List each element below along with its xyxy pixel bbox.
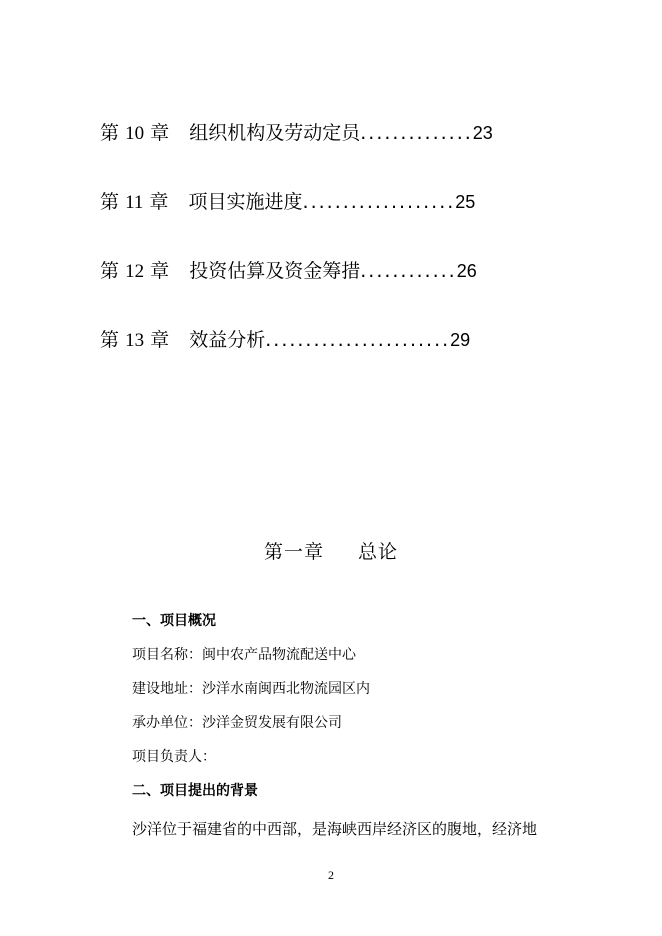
toc-suffix: 章 bbox=[150, 329, 170, 351]
background-paragraph: 沙洋位于福建省的中西部，是海峡西岸经济区的腹地，经济地 bbox=[132, 820, 538, 838]
toc-dots: ............ bbox=[360, 260, 457, 282]
page-number: 2 bbox=[328, 868, 334, 882]
toc-title: 投资估算及资金筹措 bbox=[189, 260, 361, 282]
toc-chapter-number: 10 bbox=[125, 123, 145, 144]
toc-entry-13[interactable] bbox=[100, 327, 470, 353]
toc-entry-10[interactable] bbox=[100, 120, 493, 146]
toc-suffix: 章 bbox=[150, 122, 170, 144]
toc-dots: .............. bbox=[360, 122, 473, 144]
toc-dots: ....................... bbox=[265, 329, 451, 351]
chapter-title-text: 总论 bbox=[358, 541, 399, 563]
toc-suffix: 章 bbox=[149, 191, 169, 213]
toc-suffix: 章 bbox=[150, 260, 170, 282]
toc-chapter-number: 12 bbox=[125, 261, 145, 282]
section-heading-overview: 一、项目概况 bbox=[132, 613, 216, 629]
toc-page-number: 26 bbox=[456, 261, 477, 281]
toc-title: 组织机构及劳动定员 bbox=[189, 122, 361, 144]
toc-title: 效益分析 bbox=[189, 329, 266, 351]
chapter-heading bbox=[0, 537, 662, 564]
construction-address-line: 建设地址：沙洋水南闽西北物流园区内 bbox=[132, 681, 370, 697]
toc-prefix: 第 bbox=[100, 260, 120, 282]
toc-entry-11[interactable] bbox=[100, 189, 475, 215]
toc-chapter-number: 11 bbox=[125, 192, 144, 213]
toc-title: 项目实施进度 bbox=[188, 191, 303, 213]
toc-chapter-number: 13 bbox=[125, 330, 145, 351]
project-name-line: 项目名称：闽中农产品物流配送中心 bbox=[132, 647, 356, 663]
chapter-label: 第一章 bbox=[263, 541, 324, 563]
toc-page-number: 29 bbox=[450, 330, 471, 350]
toc-page-number: 23 bbox=[472, 123, 493, 143]
toc-entry-12[interactable] bbox=[100, 258, 477, 284]
toc-prefix: 第 bbox=[100, 191, 120, 213]
section-heading-background: 二、项目提出的背景 bbox=[132, 783, 258, 799]
toc-prefix: 第 bbox=[100, 122, 120, 144]
organizer-line: 承办单位：沙洋金贸发展有限公司 bbox=[132, 715, 342, 731]
toc-page-number: 25 bbox=[455, 192, 476, 212]
toc-prefix: 第 bbox=[100, 329, 120, 351]
toc-dots: ................... bbox=[302, 191, 456, 213]
project-leader-line: 项目负责人： bbox=[132, 749, 216, 765]
